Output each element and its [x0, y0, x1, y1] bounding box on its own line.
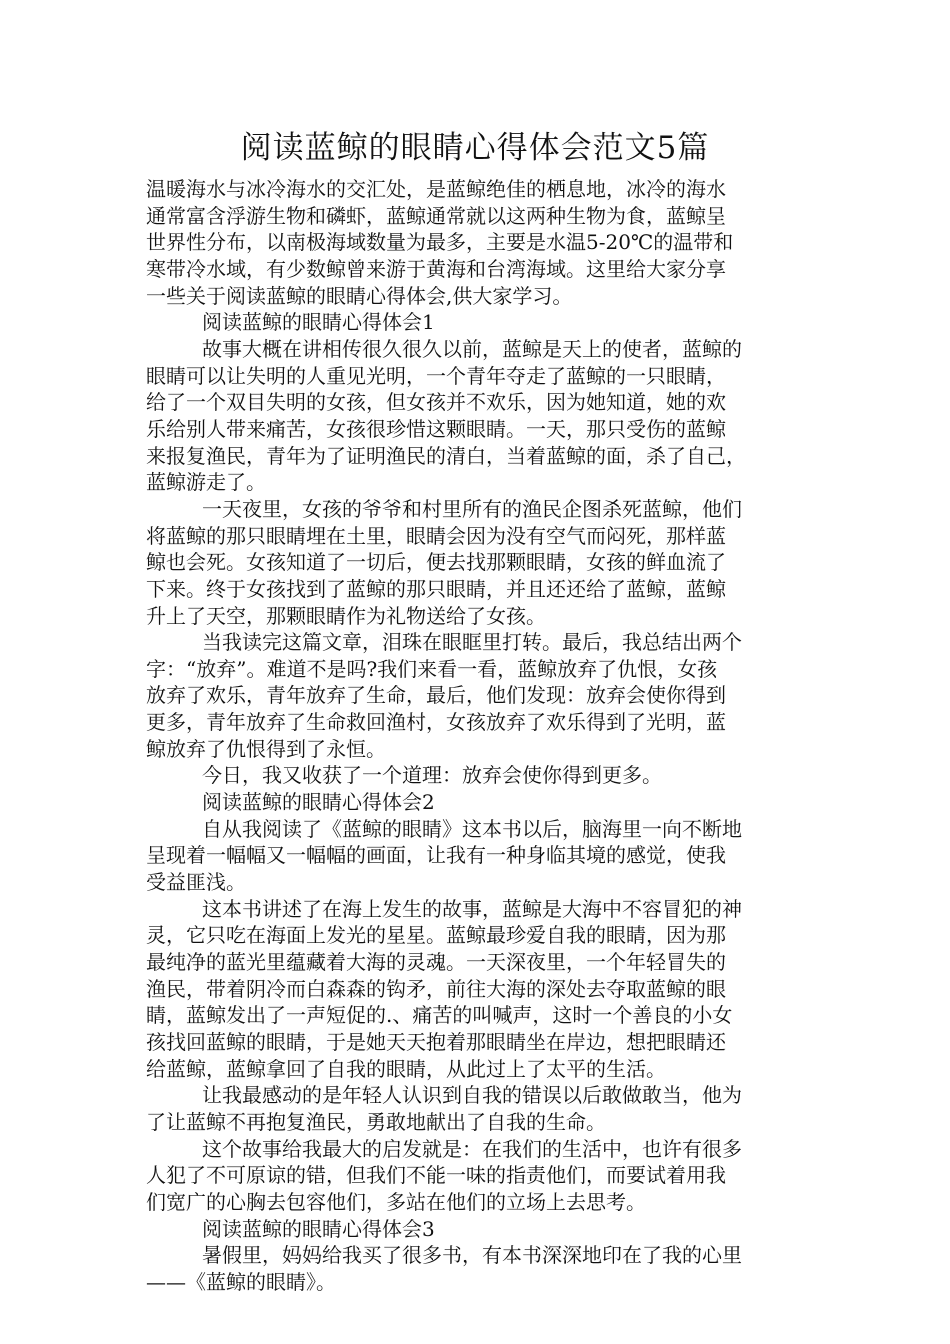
text-line: 鲸也会死。女孩知道了一切后，便去找那颗眼睛，女孩的鲜血流了 — [146, 550, 726, 575]
text-line: 这个故事给我最大的启发就是：在我们的生活中，也许有很多 — [202, 1136, 742, 1161]
text-line: 眼睛可以让失明的人重见光明，一个青年夺走了蓝鲸的一只眼睛， — [146, 363, 726, 388]
text-line: 受益匪浅。 — [146, 870, 246, 895]
text-line: 们宽广的心胸去包容他们，多站在他们的立场上去思考。 — [146, 1189, 646, 1214]
text-line: 渔民，带着阴冷而白森森的钩矛，前往大海的深处去夺取蓝鲸的眼 — [146, 976, 726, 1001]
text-line: 阅读蓝鲸的眼睛心得体会2 — [202, 790, 435, 815]
text-line: 阅读蓝鲸的眼睛心得体会3 — [202, 1216, 435, 1241]
document-title: 阅读蓝鲸的眼睛心得体会范文5篇 — [240, 130, 710, 166]
text-line: 乐给别人带来痛苦，女孩很珍惜这颗眼睛。一天，那只受伤的蓝鲸 — [146, 416, 726, 441]
text-line: 阅读蓝鲸的眼睛心得体会1 — [202, 310, 435, 335]
text-line: 将蓝鲸的那只眼睛埋在土里，眼睛会因为没有空气而闷死，那样蓝 — [146, 523, 726, 548]
text-line: 鲸放弃了仇恨得到了永恒。 — [146, 736, 386, 761]
text-line: 最纯净的蓝光里蕴藏着大海的灵魂。一天深夜里，一个年轻冒失的 — [146, 950, 726, 975]
text-line: 今日，我又收获了一个道理：放弃会使你得到更多。 — [202, 763, 662, 788]
text-line: 孩找回蓝鲸的眼睛，于是她天天抱着那眼睛坐在岸边，想把眼睛还 — [146, 1030, 726, 1054]
text-line: 更多，青年放弃了生命救回渔村，女孩放弃了欢乐得到了光明，蓝 — [146, 710, 726, 735]
text-line: 灵，它只吃在海面上发光的星星。蓝鲸最珍爱自我的眼睛，因为那 — [146, 923, 726, 948]
text-line: 这本书讲述了在海上发生的故事，蓝鲸是大海中不容冒犯的神 — [202, 896, 742, 921]
text-line: 世界性分布，以南极海域数量为最多，主要是水温5-20℃的温带和 — [146, 230, 734, 255]
text-line: 当我读完这篇文章，泪珠在眼眶里打转。最后，我总结出两个 — [202, 630, 742, 655]
text-line: ——《蓝鲸的眼睛》。 — [146, 1269, 336, 1294]
text-line: 寒带冷水域，有少数鲸曾来游于黄海和台湾海域。这里给大家分享 — [146, 256, 726, 281]
text-line: 温暖海水与冰冷海水的交汇处，是蓝鲸绝佳的栖息地，冰冷的海水 — [146, 177, 726, 201]
text-line: 人犯了不可原谅的错，但我们不能一味的指责他们，而要试着用我 — [146, 1163, 726, 1188]
text-line: 给了一个双目失明的女孩，但女孩并不欢乐，因为她知道，她的欢 — [146, 390, 726, 415]
text-line: 故事大概在讲相传很久很久以前，蓝鲸是天上的使者，蓝鲸的 — [202, 336, 742, 361]
text-line: 蓝鲸游走了。 — [146, 470, 266, 495]
text-line: 一天夜里，女孩的爷爷和村里所有的渔民企图杀死蓝鲸，他们 — [202, 496, 742, 521]
text-line: 通常富含浮游生物和磷虾，蓝鲸通常就以这两种生物为食，蓝鲸呈 — [146, 203, 726, 228]
text-line: 呈现着一幅幅又一幅幅的画面，让我有一种身临其境的感觉，使我 — [146, 843, 726, 868]
text-line: 睛，蓝鲸发出了一声短促的.、痛苦的叫喊声，这时一个善良的小女 — [146, 1003, 733, 1028]
text-line: 了让蓝鲸不再抱复渔民，勇敢地献出了自我的生命。 — [146, 1109, 606, 1134]
text-line: 自从我阅读了《蓝鲸的眼睛》这本书以后，脑海里一向不断地 — [202, 816, 742, 841]
document-body — [146, 176, 816, 1296]
text-line: 让我最感动的是年轻人认识到自我的错误以后敢做敢当，他为 — [202, 1083, 742, 1108]
text-line: 下来。终于女孩找到了蓝鲸的那只眼睛，并且还还给了蓝鲸，蓝鲸 — [146, 576, 726, 601]
text-line: 给蓝鲸，蓝鲸拿回了自我的眼睛，从此过上了太平的生活。 — [146, 1056, 666, 1081]
text-line: 来报复渔民，青年为了证明渔民的清白，当着蓝鲸的面，杀了自己， — [146, 443, 746, 468]
text-line: 放弃了欢乐，青年放弃了生命，最后，他们发现：放弃会使你得到 — [146, 683, 726, 708]
text-line: 升上了天空，那颗眼睛作为礼物送给了女孩。 — [146, 603, 546, 628]
text-line: 暑假里，妈妈给我买了很多书，有本书深深地印在了我的心里 — [202, 1243, 742, 1268]
text-line: 字：“放弃”。难道不是吗?我们来看一看，蓝鲸放弃了仇恨，女孩 — [146, 656, 718, 681]
text-line: 一些关于阅读蓝鲸的眼睛心得体会,供大家学习。 — [146, 283, 573, 308]
